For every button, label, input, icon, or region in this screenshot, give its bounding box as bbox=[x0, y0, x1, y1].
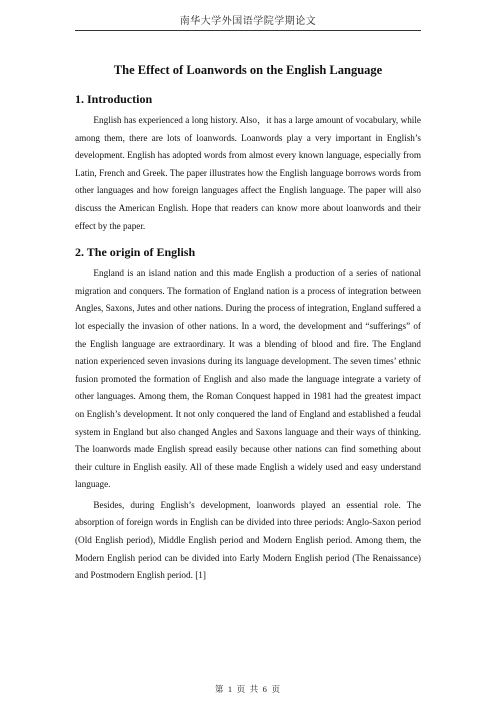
paragraph: English has experienced a long history. Also，it has a large amount of vocabulary, while among them, there are lots of loanwords. Loanwords play a very important in English’s development. English has adopted words from almost every known language, especially from Latin, French and Greek. The paper illustrates how the English language borrows words from other languages and how foreign languages affect the English language. The paper will also discuss the American English. Hope that readers can know more about loanwords and their effect by the paper. bbox=[75, 115, 421, 231]
document-body bbox=[75, 62, 421, 588]
page-header bbox=[0, 0, 496, 33]
section-heading-introduction: 1. Introduction bbox=[75, 92, 153, 106]
header-divider bbox=[75, 30, 421, 31]
paragraph: England is an island nation and this made English a production of a series of national migration and conquers. The formation of England nation is a process of integration between Angles, Saxons, Jutes and other nations. During the process of integration, England suffered a lot especially the invasion of other nations. In a word, the development and “sufferings” of the English language are extraordinary. It was a blending of blood and fire. The England nation experienced seven invasions during its language development. The seven times’ ethnic fusion promoted the formation of English and also made the language integrate a variety of other languages. Among them, the Roman Conquest happed in 1981 had the greatest impact on English’s development. It not only conquered the land of England and established a feudal system in England but also changed Angles and Saxons language and their ways of thinking. The loanwords made English spread easily because other nations can find something about their culture in English easily. All of these made English a widely used and easy understand language. bbox=[75, 268, 421, 490]
page-footer: 第 1 页 共 6 页 bbox=[214, 684, 282, 694]
document-title: The Effect of Loanwords on the English Language bbox=[113, 63, 383, 77]
paragraph: Besides, during English’s development, loanwords played an essential role. The absorption of foreign words in English can be divided into three periods: Anglo-Saxon period (Old English period), Middle English period and Modern English period. Among them, the Modern English period can be divided into Early Modern English period (The Renaissance) and Postmodern English period. [1] bbox=[75, 499, 421, 581]
header-title: 南华大学外国语学院学期论文 bbox=[179, 16, 317, 27]
section-heading-origin: 2. The origin of English bbox=[75, 245, 196, 260]
